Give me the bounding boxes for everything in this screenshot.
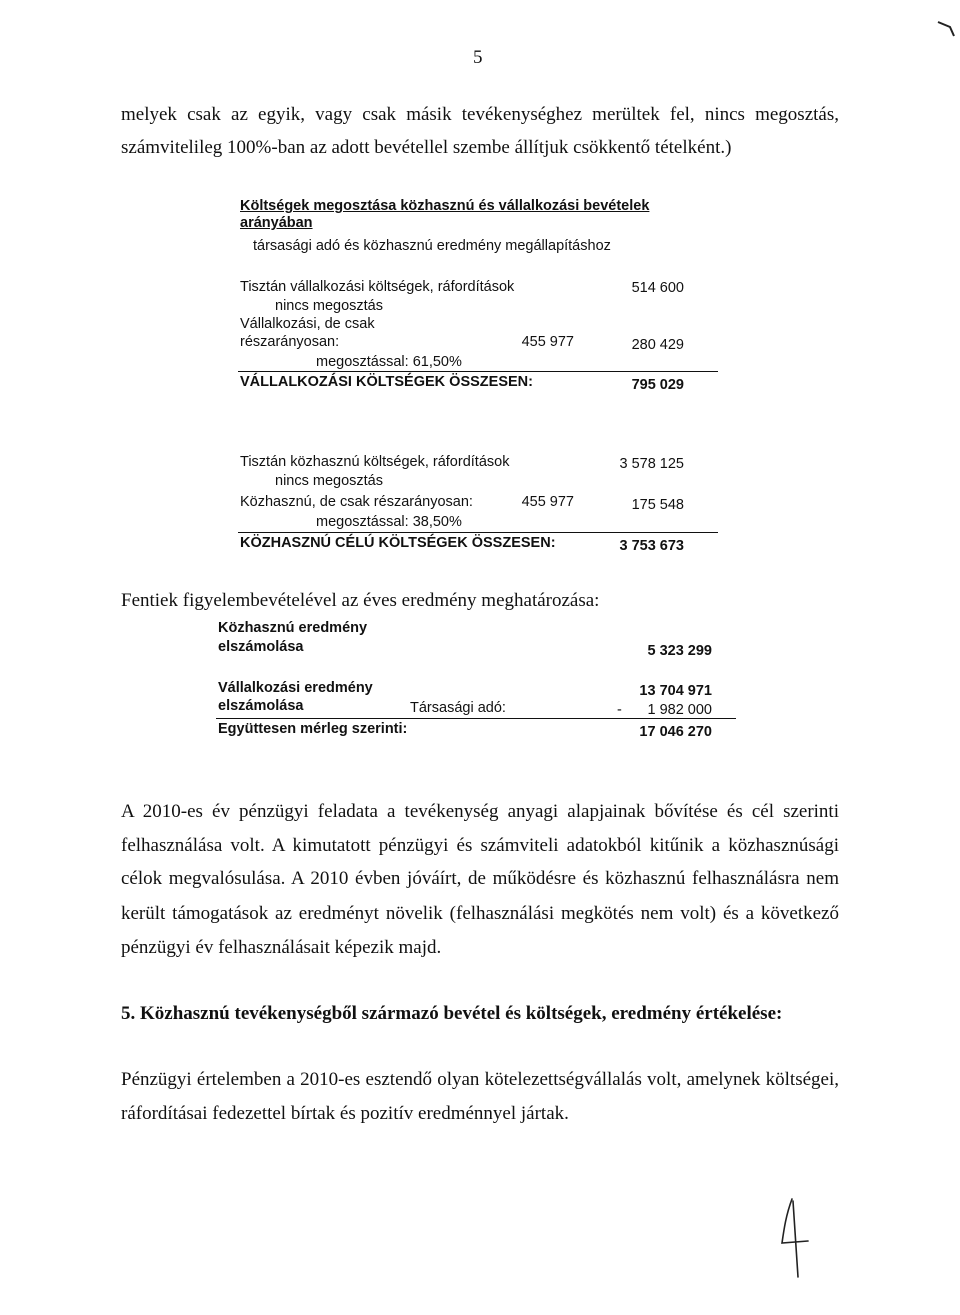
table1-total-label: VÁLLALKOZÁSI KÖLTSÉGEK ÖSSZESEN: [240,374,533,390]
results-total-value: 17 046 270 [639,724,712,740]
table1-subtitle: társasági adó és közhasznú eredmény megállapításhoz [253,238,611,254]
table2-row2-share: megosztással: 38,50% [316,514,462,530]
kh-result-label-b: elszámolása [218,639,304,655]
tax-value: 1 982 000 [647,702,712,718]
table1-title-line1: Költségek megosztása közhasznú és vállalkozási bevételek [240,198,650,214]
para1-line-2: felhasználása volt. A kimutatott pénzügyi és számviteli adatokból kitűnik a közhasznúsági [121,835,839,856]
table2-row1-label: Tisztán közhasznú költségek, ráfordítások [240,454,510,470]
para1-line-4: került támogatások az eredményt növelik (felhasználási megkötés nem volt) és a következő [121,903,839,924]
kh-result-label-a: Közhasznú eredmény [218,620,368,636]
para2-line-1: Pénzügyi értelemben a 2010-es esztendő olyan kötelezettségvállalás volt, amelynek költségei, [121,1069,839,1090]
table2-total-value: 3 753 673 [619,538,684,554]
table1-row2-label-b: részarányosan: [240,334,340,350]
section-5-heading: 5. Közhasznú tevékenységből származó bevétel és költségek, eredmény értékelése: [121,1003,783,1024]
va-result-value: 13 704 971 [639,683,712,699]
kh-result-value: 5 323 299 [647,643,712,659]
results-total-rule [216,718,736,719]
table1-row1-value: 514 600 [631,280,684,296]
va-result-label-b: elszámolása [218,698,304,714]
table1-total-value: 795 029 [631,377,684,393]
table2-row2-label: Közhasznú, de csak részarányosan: [240,494,473,510]
table2-row2-value: 175 548 [631,497,684,513]
table1-row2-mid: 455 977 [521,334,574,350]
va-result-label-a: Vállalkozási eredmény [218,680,373,696]
results-total-label: Együttesen mérleg szerinti: [218,721,408,737]
table1-row2-value: 280 429 [631,337,684,353]
table2-row1-sub: nincs megosztás [275,473,383,489]
table1-row2-label-a: Vállalkozási, de csak [240,316,375,332]
para1-line-5: pénzügyi év felhasználásait képezik majd. [121,937,442,958]
table2-row2-mid: 455 977 [521,494,574,510]
handwritten-signature-icon [762,1195,822,1280]
tax-sign: - [617,702,622,718]
table2-row1-value: 3 578 125 [619,456,684,472]
table2-total-rule [238,532,718,533]
intro-line-1: melyek csak az egyik, vagy csak másik tevékenységhez merültek fel, nincs megosztás, [121,104,839,125]
table1-title-line2: arányában [240,215,313,231]
para1-line-3: célok megvalósulása. A 2010 évben jóváírt, de működésre és közhasznú felhasználásra nem [121,868,839,889]
table1-row2-share: megosztással: 61,50% [316,354,462,370]
table1-total-rule [238,371,718,372]
result-intro: Fentiek figyelembevételével az éves eredmény meghatározása: [121,590,600,611]
table1-row1-sub: nincs megosztás [275,298,383,314]
para2-line-2: ráfordításai fedezettel bírtak és pozitív eredménnyel jártak. [121,1103,569,1124]
para1-line-1: A 2010-es év pénzügyi feladata a tevékenység anyagi alapjainak bővítése és cél szerinti [121,801,839,822]
tax-label: Társasági adó: [410,700,506,716]
page-number: 5 [473,47,483,68]
table2-total-label: KÖZHASZNÚ CÉLÚ KÖLTSÉGEK ÖSSZESEN: [240,535,556,551]
intro-line-2: számvitelileg 100%-ban az adott bevétellel szembe állítjuk csökkentő tételként.) [121,137,732,158]
scan-corner-mark [936,18,958,40]
table1-row1-label: Tisztán vállalkozási költségek, ráfordítások [240,279,515,295]
